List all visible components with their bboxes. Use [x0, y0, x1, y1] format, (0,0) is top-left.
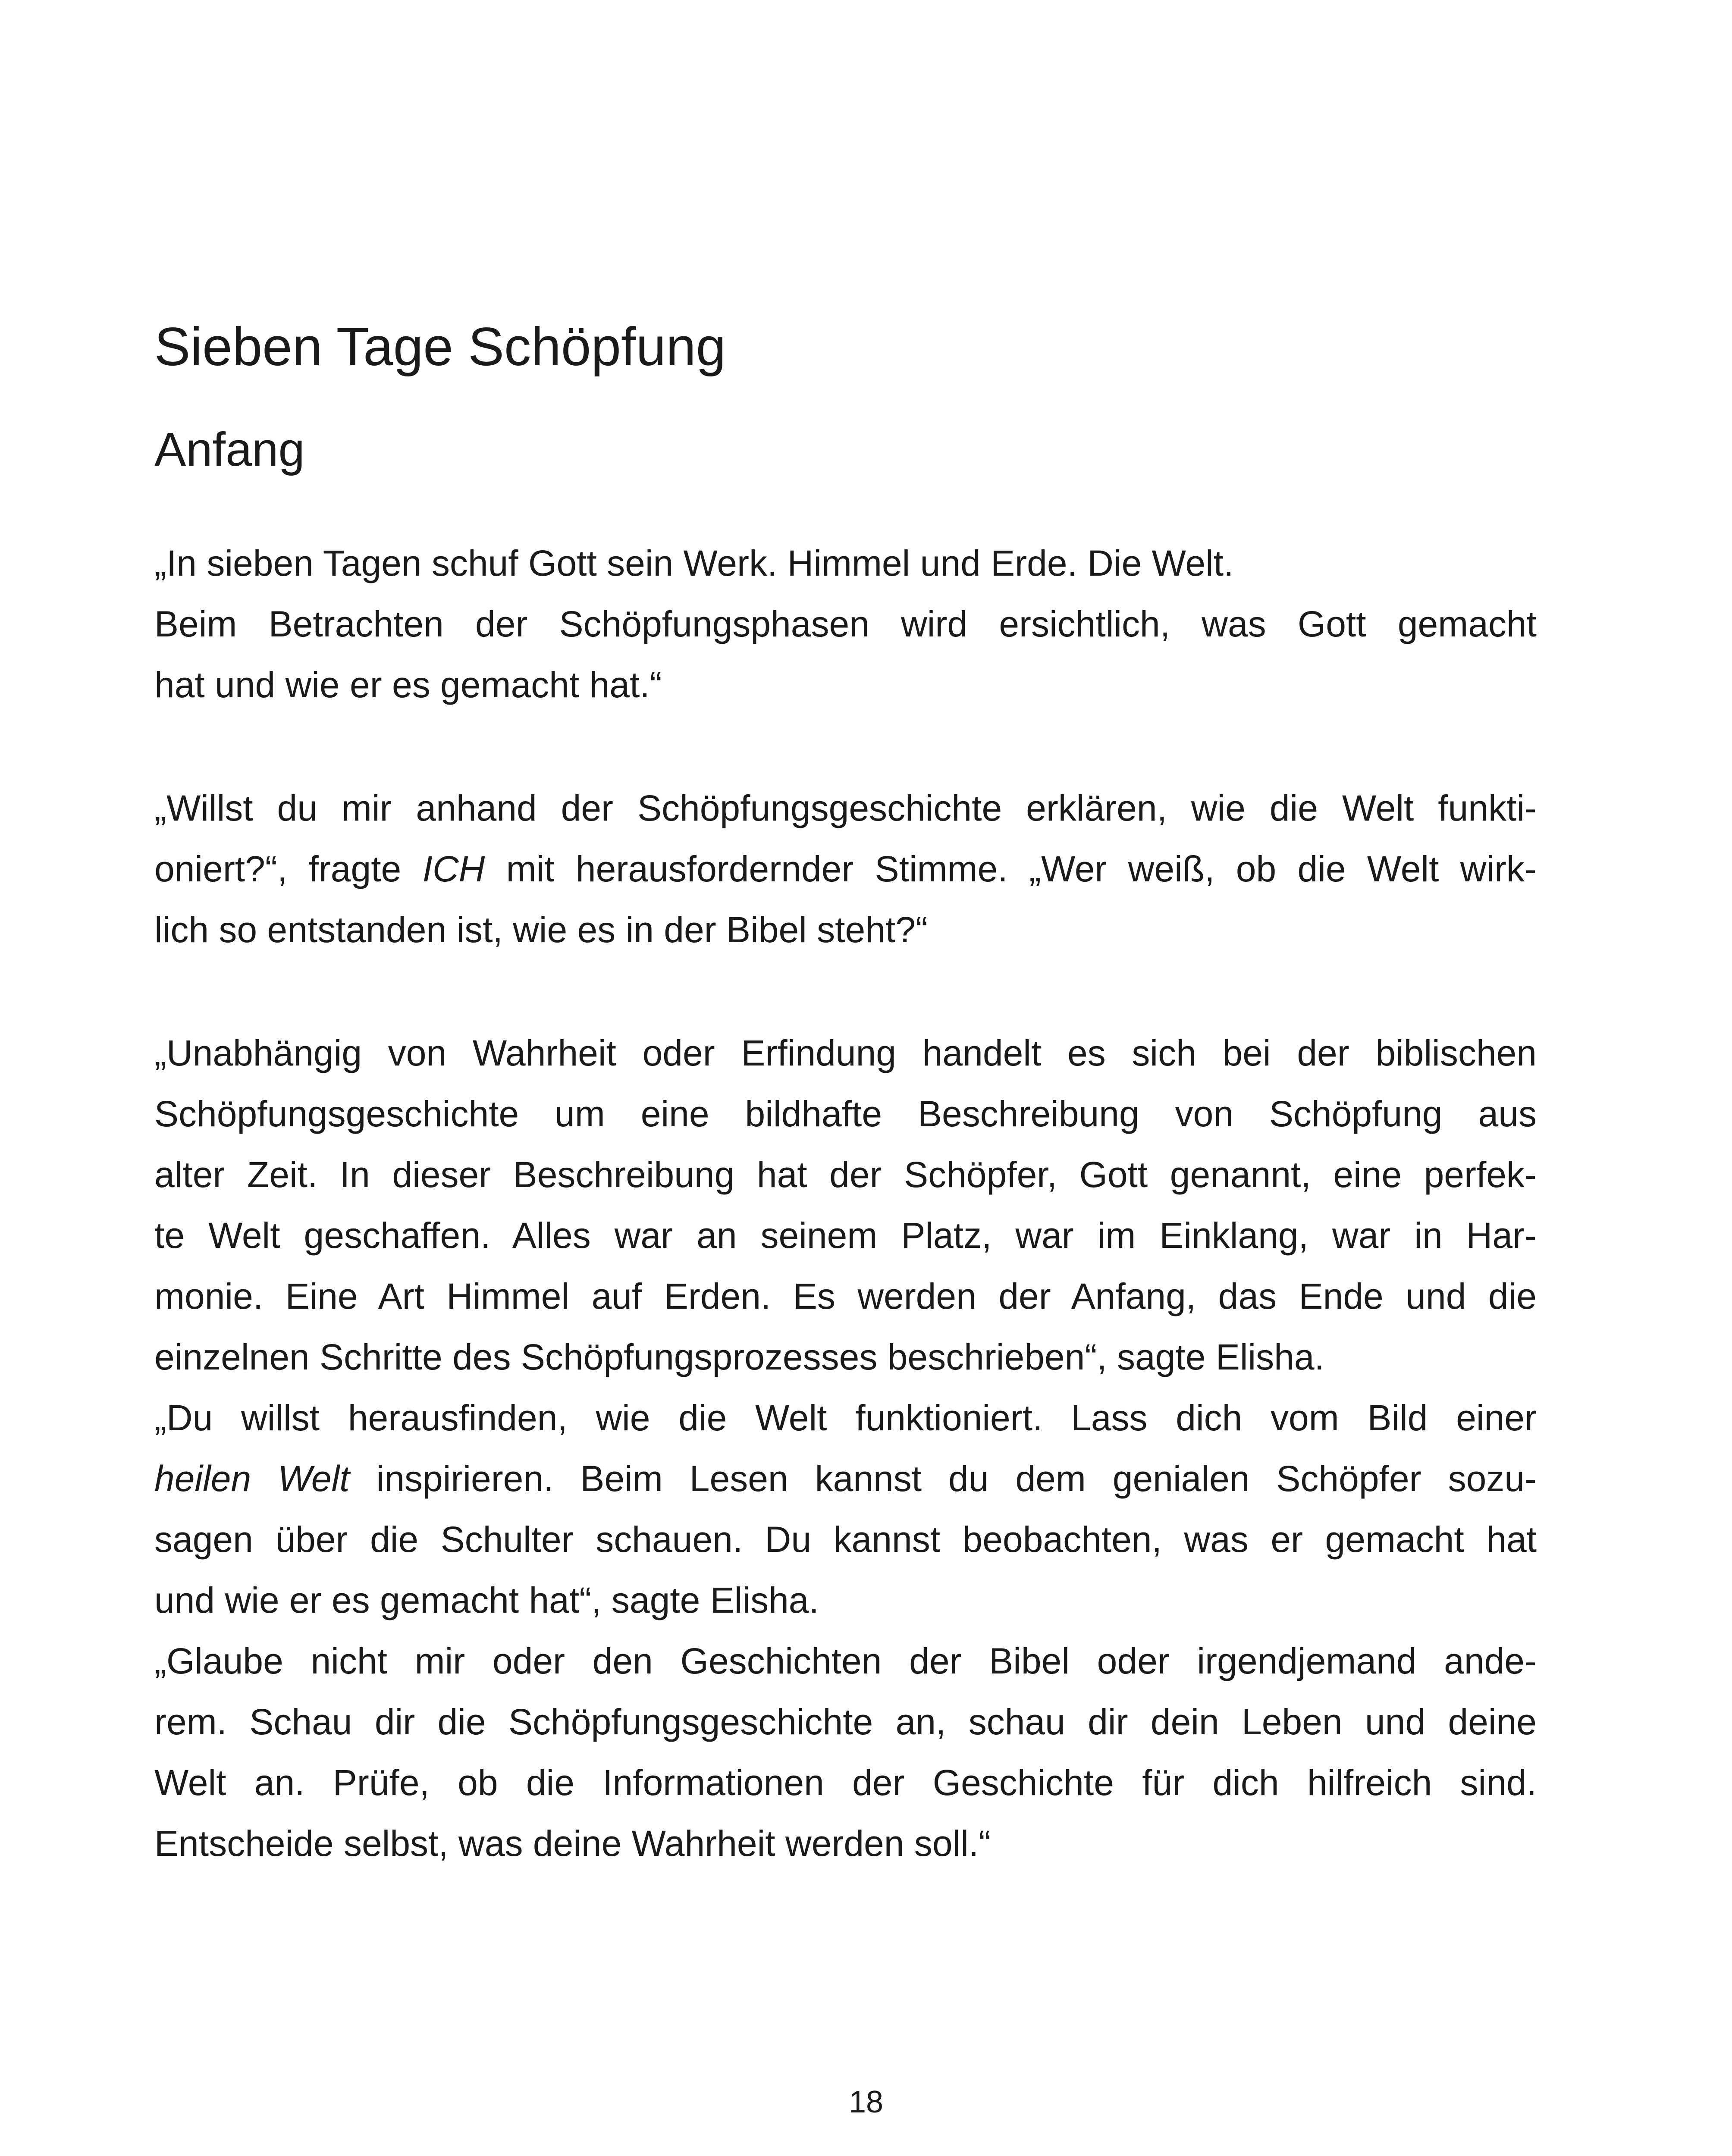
- text-line: [154, 839, 1537, 899]
- text-line: monie. Eine Art Himmel auf Erden. Es werden der Anfang, das Ende und die: [154, 1276, 1537, 1316]
- emphasis-text: ICH: [422, 849, 485, 889]
- text-segment: mit herausfordernder Stimme. „Wer weiß, ob die Welt wirk-: [485, 849, 1537, 889]
- text-line: Entscheide selbst, was deine Wahrheit werden soll.“: [154, 1823, 991, 1864]
- text-line: einzelnen Schritte des Schöpfungsprozesses beschrieben“, sagte Elisha.: [154, 1337, 1324, 1377]
- text-line: „In sieben Tagen schuf Gott sein Werk. Himmel und Erde. Die Welt.: [154, 543, 1234, 583]
- paragraph-1: [154, 533, 1537, 715]
- text-line: „Unabhängig von Wahrheit oder Erfindung handelt es sich bei der biblischen: [154, 1033, 1537, 1073]
- text-line: „Du willst herausfinden, wie die Welt funktioniert. Lass dich vom Bild einer: [154, 1398, 1537, 1438]
- text-segment: inspirieren. Beim Lesen kannst du dem genialen Schöpfer sozu-: [349, 1458, 1537, 1499]
- chapter-title: Sieben Tage Schöpfung: [154, 317, 726, 377]
- text-line: „Willst du mir anhand der Schöpfungsgeschichte erklären, wie die Welt funkti-: [154, 788, 1537, 828]
- text-line: „Glaube nicht mir oder den Geschichten der Bibel oder irgendjemand ande-: [154, 1641, 1537, 1681]
- text-line: Welt an. Prüfe, ob die Informationen der Geschichte für dich hilfreich sind.: [154, 1762, 1537, 1803]
- emphasis-text: heilen Welt: [154, 1458, 350, 1499]
- text-line: alter Zeit. In dieser Beschreibung hat der Schöpfer, Gott genannt, eine perfek-: [154, 1154, 1537, 1195]
- text-line: Schöpfungsgeschichte um eine bildhafte Beschreibung von Schöpfung aus: [154, 1094, 1537, 1134]
- text-line: und wie er es gemacht hat“, sagte Elisha.: [154, 1580, 819, 1620]
- text-line: Beim Betrachten der Schöpfungsphasen wird ersichtlich, was Gott gemacht: [154, 604, 1537, 644]
- text-line: sagen über die Schulter schauen. Du kannst beobachten, was er gemacht hat: [154, 1519, 1537, 1560]
- text-line: hat und wie er es gemacht hat.“: [154, 664, 662, 705]
- text-line: rem. Schau dir die Schöpfungsgeschichte an, schau dir dein Leben und deine: [154, 1702, 1537, 1742]
- paragraph-3: [154, 1023, 1537, 1874]
- text-line: lich so entstanden ist, wie es in der Bibel steht?“: [154, 909, 928, 950]
- section-title: Anfang: [154, 423, 305, 476]
- text-segment: oniert?“, fragte: [154, 849, 423, 889]
- page-number: 18: [848, 2085, 884, 2119]
- text-line: te Welt geschaffen. Alles war an seinem Platz, war im Einklang, war in Har-: [154, 1215, 1537, 1256]
- text-line: [154, 1448, 1537, 1509]
- paragraph-2: [154, 778, 1537, 960]
